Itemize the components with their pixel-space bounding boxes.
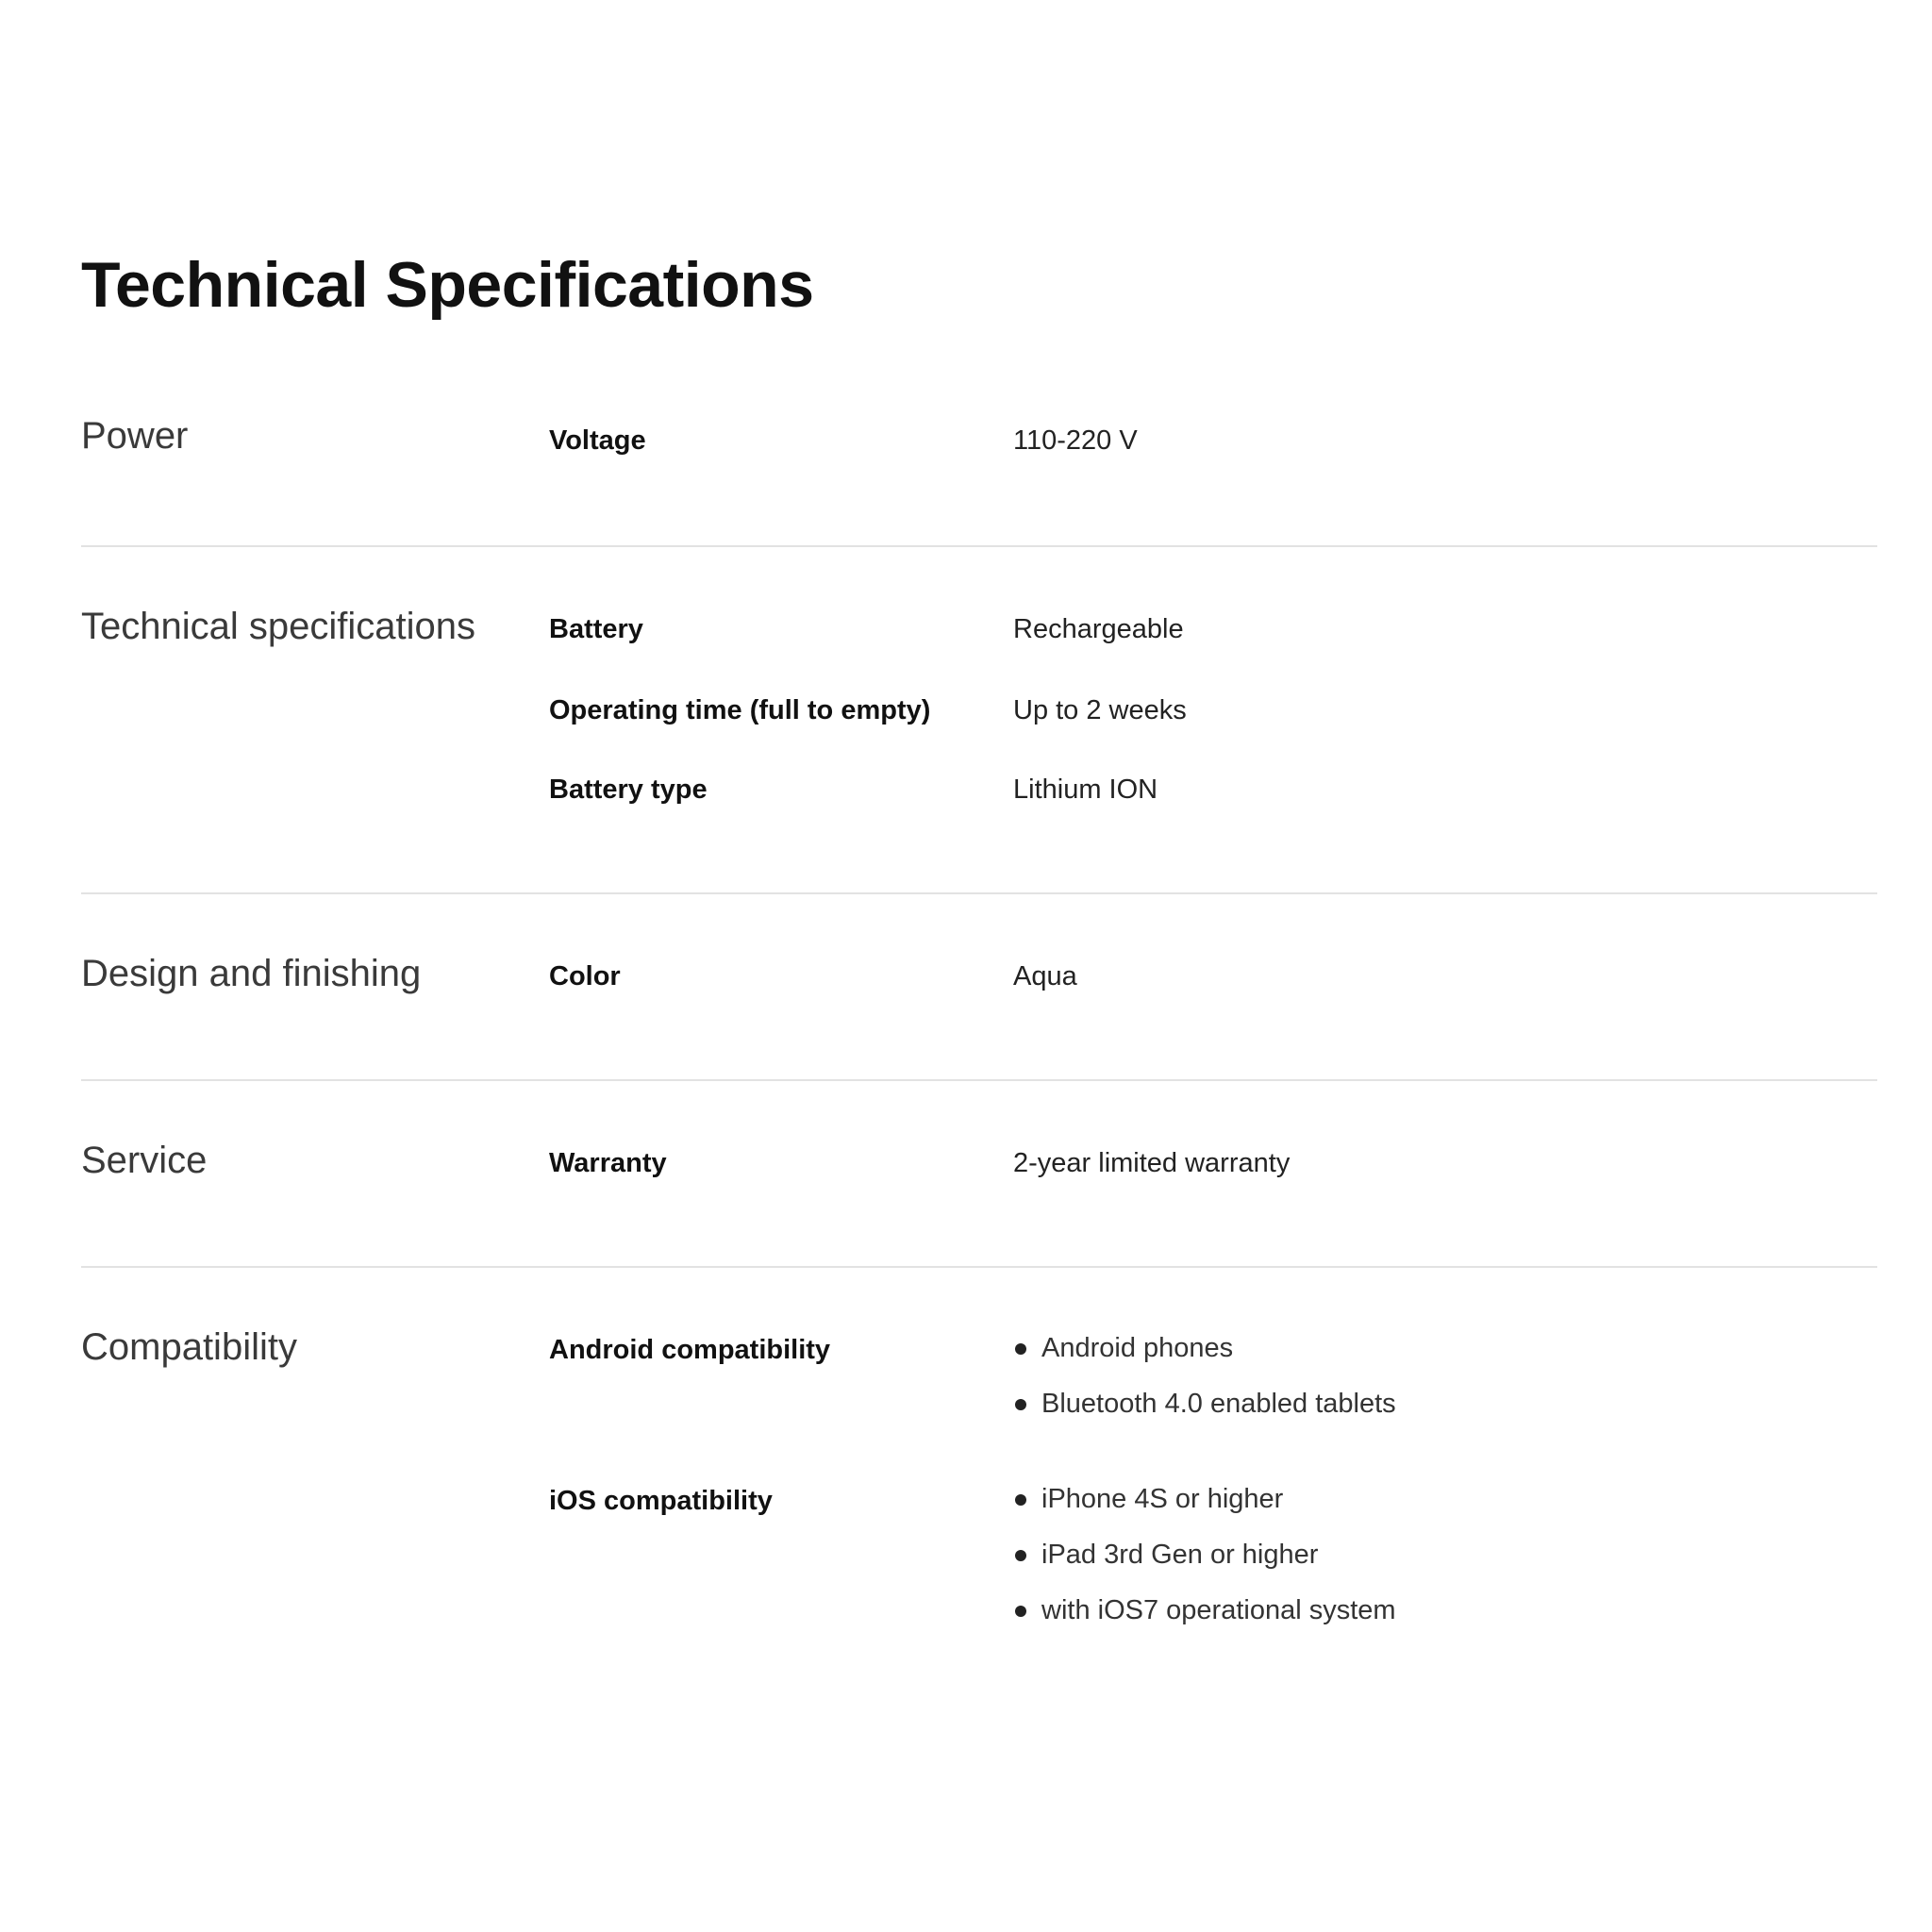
spec-value: Lithium ION — [1013, 774, 1158, 805]
spec-section-service — [81, 1081, 1877, 1268]
list-item — [1013, 1583, 1396, 1639]
list-item-text: Android phones — [1041, 1333, 1234, 1364]
bullet-list — [1013, 1472, 1396, 1639]
section-title-service: Service — [81, 1140, 208, 1181]
bullet-icon — [1015, 1550, 1026, 1561]
list-item — [1013, 1321, 1396, 1376]
bullet-icon — [1015, 1343, 1026, 1355]
bullet-icon — [1015, 1606, 1026, 1617]
spec-value: Aqua — [1013, 961, 1077, 991]
list-item-text: Bluetooth 4.0 enabled tablets — [1041, 1389, 1396, 1420]
spec-row-battery-type — [549, 774, 1877, 807]
spec-label: Android compatibility — [549, 1335, 831, 1365]
section-title-compatibility: Compatibility — [81, 1326, 297, 1368]
spec-label: Battery type — [549, 774, 708, 805]
page-title: Technical Specifications — [81, 249, 814, 321]
spec-section-technical — [81, 547, 1877, 894]
section-title-power: Power — [81, 415, 189, 457]
section-rows — [549, 955, 1877, 1079]
spec-value: Rechargeable — [1013, 614, 1184, 644]
list-item — [1013, 1376, 1396, 1432]
section-rows — [549, 608, 1877, 892]
spec-row-color — [549, 960, 1877, 993]
list-item-text: iPhone 4S or higher — [1041, 1484, 1284, 1515]
spec-row-operating-time — [549, 694, 1877, 774]
section-title-design: Design and finishing — [81, 953, 422, 994]
spec-row-ios — [549, 1485, 1877, 1639]
spec-value: 2-year limited warranty — [1013, 1148, 1291, 1178]
spec-row-voltage — [549, 425, 1877, 458]
spec-row-warranty — [549, 1147, 1877, 1180]
section-title-technical: Technical specifications — [81, 606, 475, 647]
bullet-icon — [1015, 1494, 1026, 1506]
spec-label: Battery — [549, 614, 643, 644]
section-rows — [549, 1328, 1877, 1639]
spec-section-power — [81, 417, 1877, 547]
spec-label: Warranty — [549, 1148, 667, 1178]
spec-value: Up to 2 weeks — [1013, 695, 1187, 725]
section-rows — [549, 417, 1877, 545]
spec-label: Voltage — [549, 425, 646, 456]
list-item — [1013, 1527, 1396, 1583]
spec-section-compatibility — [81, 1268, 1877, 1639]
spec-row-android — [549, 1334, 1877, 1485]
section-rows — [549, 1141, 1877, 1266]
spec-label: Operating time (full to empty) — [549, 695, 931, 725]
list-item-text: iPad 3rd Gen or higher — [1041, 1540, 1319, 1571]
spec-section-design — [81, 894, 1877, 1081]
spec-row-battery — [549, 613, 1877, 694]
spec-value: 110-220 V — [1013, 425, 1138, 456]
spec-table — [81, 417, 1877, 1639]
bullet-list — [1013, 1321, 1396, 1432]
spec-label: iOS compatibility — [549, 1486, 773, 1516]
list-item — [1013, 1472, 1396, 1527]
bullet-icon — [1015, 1399, 1026, 1410]
spec-label: Color — [549, 961, 621, 991]
list-item-text: with iOS7 operational system — [1041, 1595, 1396, 1626]
